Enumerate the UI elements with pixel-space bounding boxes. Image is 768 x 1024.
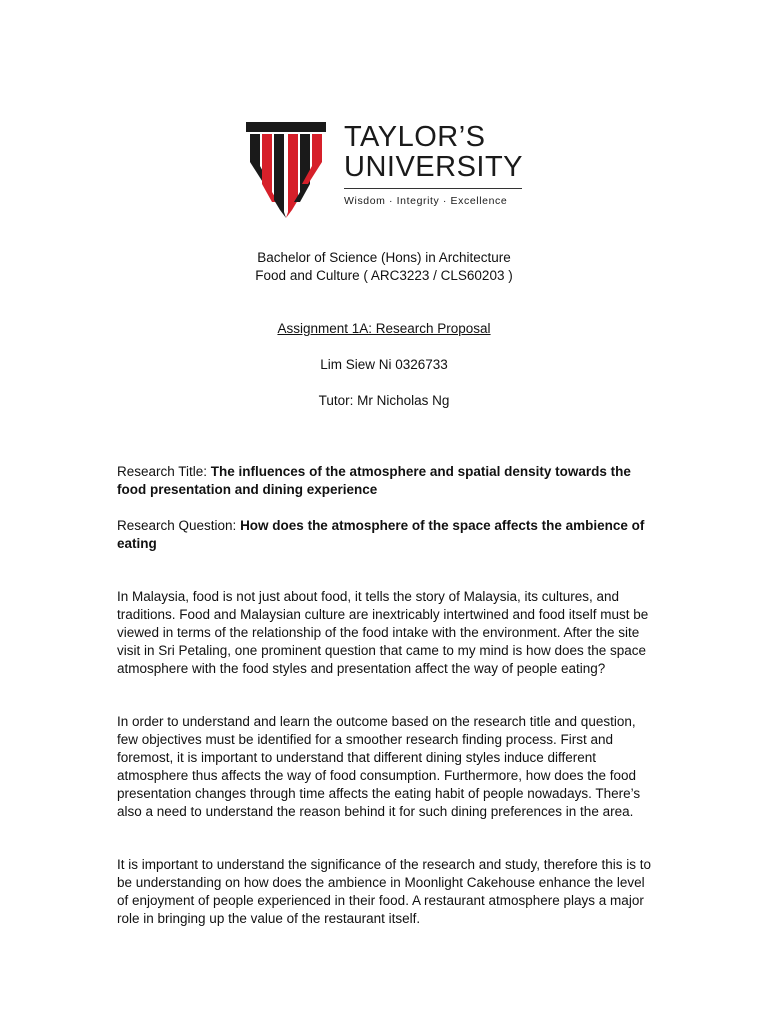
course-name: Food and Culture ( ARC3223 / CLS60203 ) [255,268,513,283]
research-question-label: Research Question: [117,518,241,533]
research-title [117,463,657,499]
paragraph-2 [117,713,657,821]
logo-name-line2: UNIVERSITY [344,151,524,183]
assignment-title-block [0,320,768,338]
university-logo [246,122,536,222]
paragraph-text: In Malaysia, food is not just about food, it tells the story of Malaysia, its cultures, and traditions. Food and Malaysian culture are inextricably intertwined and food itself must be viewed in terms of the relationship of the food intake with the environment. After the site visit in Sri Petaling, one prominent question that came to my mind is how does the space atmosphere with the food styles and presentation affect the way of people eating? [117,589,649,676]
student-block [0,356,768,374]
programme-info [0,249,768,285]
research-question-value: How does the atmosphere of the space affects the ambience of eating [117,518,645,551]
programme-name: Bachelor of Science (Hons) in Architecture [257,250,511,265]
logo-wordmark [344,122,534,207]
research-question [117,517,657,553]
research-title-label: Research Title: [117,464,211,479]
tutor-block [0,392,768,410]
paragraph-text: In order to understand and learn the outcome based on the research title and question, few objectives must be identified for a smoother research finding process. First and foremost, it is important to understand that different dining styles induce different atmosphere thus affects the way of food consumption. Furthermore, how does the food presentation changes through time affects the eating habit of people nowadays. There’s also a need to understand the reason behind it for such dining preferences in the area. [117,714,641,819]
paragraph-3 [117,856,657,928]
paragraph-text: It is important to understand the significance of the research and study, therefore this is to be understanding on how does the ambience in Moonlight Cakehouse enhance the level of enjoyment of people experienced in their food. A restaurant atmosphere plays a major role in bringing up the value of the restaurant itself. [117,857,652,926]
logo-name-line1: TAYLOR’S [344,121,486,153]
student-name: Lim Siew Ni 0326733 [320,357,448,372]
paragraph-1 [117,588,657,678]
tutor-name: Tutor: Mr Nicholas Ng [318,393,450,408]
assignment-title: Assignment 1A: Research Proposal [277,321,491,336]
crest-icon [246,122,326,218]
logo-tagline: Wisdom · Integrity · Excellence [344,195,508,207]
logo-divider [344,188,522,189]
research-title-value: The influences of the atmosphere and spatial density towards the food presentation and dining experience [117,464,631,497]
